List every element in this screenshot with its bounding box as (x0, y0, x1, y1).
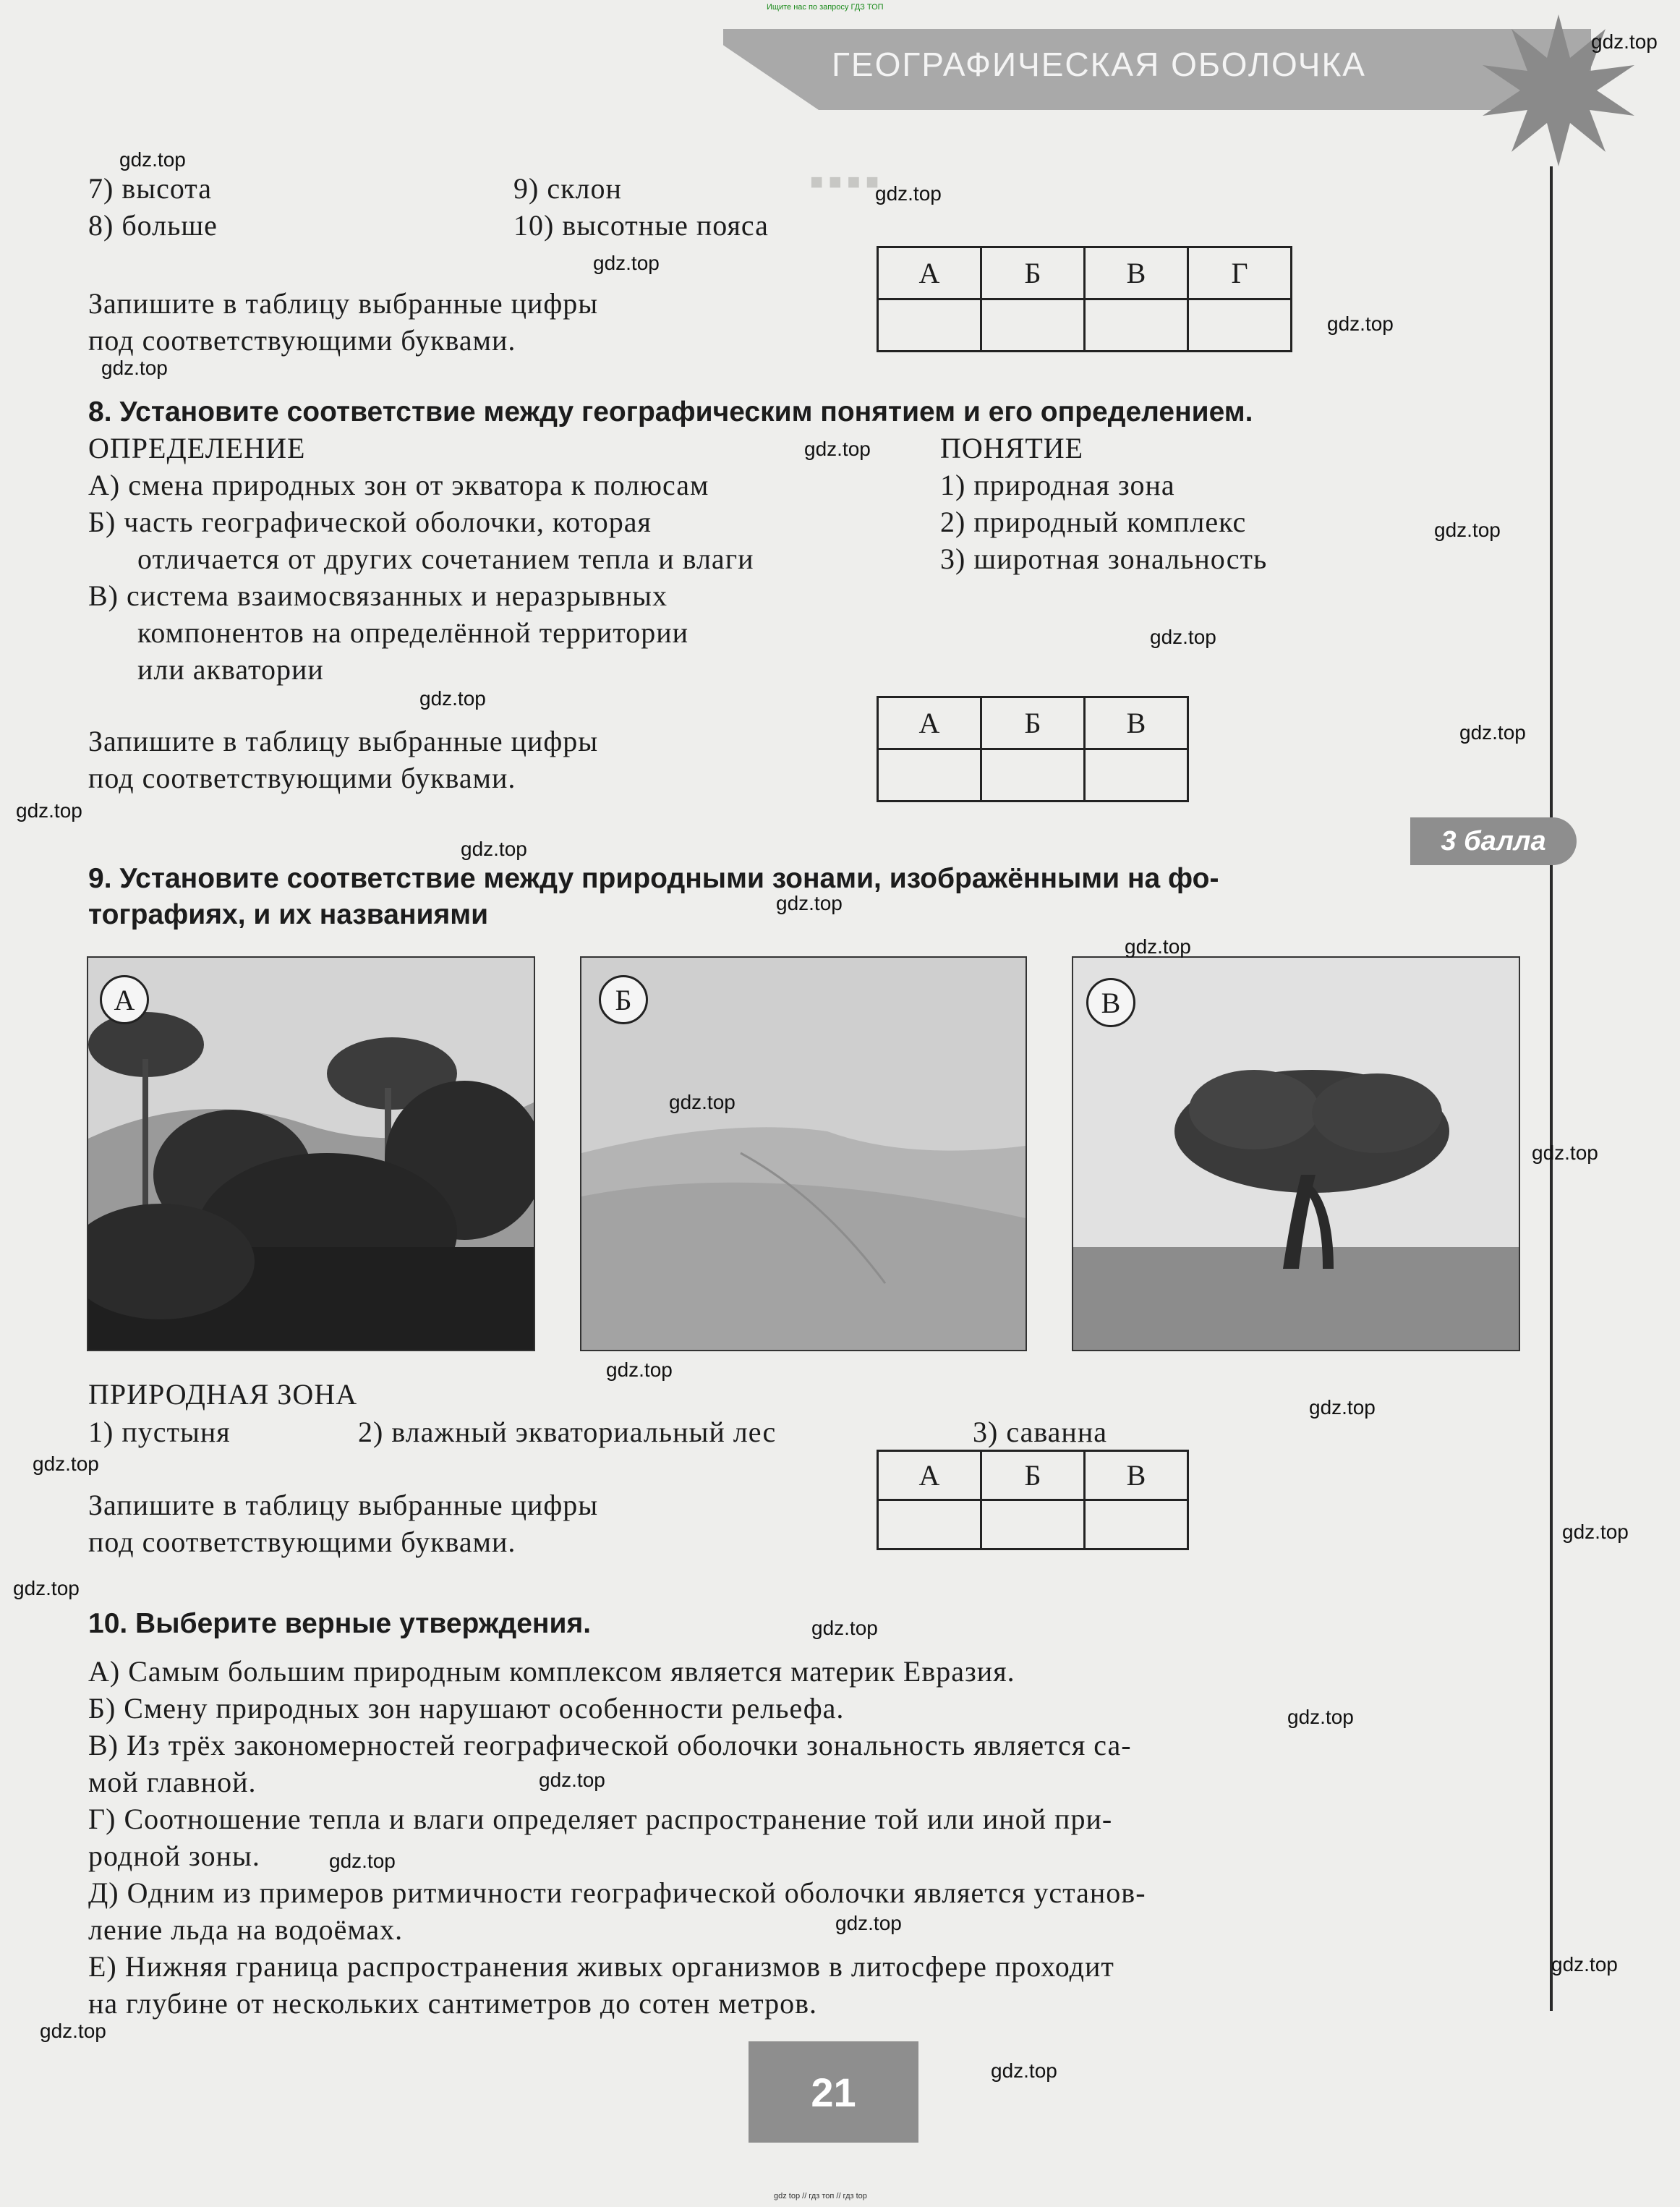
answer-cell[interactable] (1085, 749, 1188, 801)
q7-option: 10) высотные пояса (513, 209, 769, 242)
bleed-through: ■ ■ ■ ■ (810, 170, 879, 194)
q10-statement: родной зоны. (88, 1840, 260, 1872)
watermark: gdz.top (1287, 1706, 1354, 1728)
top-search-note: Ищите нас по запросу ГДЗ ТОП (767, 3, 884, 12)
q10-statement: Е) Нижняя граница распространения живых организмов в литосфере проходит (88, 1950, 1114, 1983)
watermark: gdz.top (1532, 1141, 1598, 1164)
q10-statement: Д) Одним из примеров ритмичности географической оболочки является установ- (88, 1876, 1146, 1909)
watermark: gdz.top (119, 148, 186, 171)
answer-cell[interactable] (878, 1500, 981, 1549)
watermark: gdz.top (669, 1091, 735, 1113)
q10-statement: на глубине от нескольких сантиметров до сотен метров. (88, 1987, 818, 2020)
q7-option: 8) больше (88, 209, 218, 242)
watermark: gdz.top (1591, 30, 1658, 53)
q8-definition: Б) часть географической оболочки, которая (88, 506, 652, 538)
q8-instruction: Запишите в таблицу выбранные цифры (88, 725, 599, 757)
watermark: gdz.top (593, 252, 660, 274)
answer-cell[interactable] (1085, 299, 1188, 352)
savanna-image (1073, 958, 1519, 1350)
q8-definition: или акватории (137, 653, 324, 686)
q7-option: 9) склон (513, 172, 622, 205)
watermark: gdz.top (16, 799, 82, 822)
photo-label-c: В (1086, 978, 1135, 1027)
q7-option: 7) высота (88, 172, 213, 205)
photo-label-b: Б (599, 975, 648, 1024)
table-header-cell: В (1085, 697, 1188, 749)
watermark: gdz.top (1434, 519, 1501, 541)
answer-cell[interactable] (878, 749, 981, 801)
q8-definition: В) система взаимосвязанных и неразрывных (88, 579, 668, 612)
q8-right-header: ПОНЯТИЕ (940, 432, 1084, 464)
q8-definition: А) смена природных зон от экватора к полюсам (88, 469, 709, 501)
table-header-cell: А (878, 247, 981, 299)
table-header-cell: А (878, 1451, 981, 1500)
q10-statement: В) Из трёх закономерностей географической оболочки зональность является са- (88, 1729, 1132, 1761)
answer-cell[interactable] (981, 749, 1085, 801)
q10-statement: мой главной. (88, 1766, 257, 1798)
watermark: gdz.top (1309, 1396, 1376, 1419)
watermark: gdz.top (835, 1912, 902, 1934)
page-number: 21 (749, 2041, 918, 2143)
q9-zone: 1) пустыня (88, 1416, 231, 1448)
q7-instruction: под соответствующими буквами. (88, 324, 516, 357)
watermark: gdz.top (101, 357, 168, 379)
answer-cell[interactable] (981, 299, 1085, 352)
q8-definition: компонентов на определённой территории (137, 616, 689, 649)
q9-title: 9. Установите соответствие между природными зонами, изображёнными на фо- (88, 863, 1219, 894)
q9-zone: 3) саванна (973, 1416, 1107, 1448)
watermark: gdz.top (1327, 312, 1394, 335)
margin-rule (1550, 166, 1553, 2011)
watermark: gdz.top (776, 892, 843, 914)
watermark: gdz.top (1551, 1953, 1618, 1976)
watermark: gdz.top (329, 1850, 396, 1872)
q8-left-header: ОПРЕДЕЛЕНИЕ (88, 432, 306, 464)
answer-cell[interactable] (1085, 1500, 1188, 1549)
watermark: gdz.top (461, 838, 527, 860)
table-header-cell: В (1085, 1451, 1188, 1500)
table-header-cell: Б (981, 247, 1085, 299)
q10-statement: А) Самым большим природным комплексом является материк Евразия. (88, 1655, 1015, 1688)
q7-answer-table (877, 246, 1292, 352)
q8-concept: 3) широтная зональность (940, 543, 1268, 575)
watermark: gdz.top (1562, 1521, 1629, 1543)
q8-answer-table (877, 696, 1189, 802)
table-header-cell: Г (1188, 247, 1292, 299)
table-header-cell: А (878, 697, 981, 749)
table-header-cell: Б (981, 1451, 1085, 1500)
watermark: gdz.top (40, 2020, 106, 2042)
table-header-cell: В (1085, 247, 1188, 299)
watermark: gdz.top (33, 1453, 99, 1475)
photo-desert (580, 956, 1027, 1351)
watermark: gdz.top (13, 1577, 80, 1599)
q10-statement: Г) Соотношение тепла и влаги определяет распространение той или иной при- (88, 1803, 1113, 1835)
answer-cell[interactable] (878, 299, 981, 352)
q8-definition: отличается от других сочетанием тепла и влаги (137, 543, 754, 575)
watermark: gdz.top (606, 1358, 673, 1381)
q10-statement: Б) Смену природных зон нарушают особенности рельефа. (88, 1692, 845, 1725)
watermark: gdz.top (1125, 935, 1191, 958)
q8-concept: 2) природный комплекс (940, 506, 1247, 538)
q7-instruction: Запишите в таблицу выбранные цифры (88, 287, 599, 320)
watermark: gdz.top (1150, 626, 1216, 648)
photo-label-a: А (100, 975, 149, 1024)
table-header-cell: Б (981, 697, 1085, 749)
watermark: gdz.top (811, 1617, 878, 1639)
q9-instruction: Запишите в таблицу выбранные цифры (88, 1489, 599, 1521)
rainforest-image (88, 958, 534, 1350)
q9-title: тографиях, и их названиями (88, 899, 489, 930)
q8-concept: 1) природная зона (940, 469, 1175, 501)
q8-instruction: под соответствующими буквами. (88, 762, 516, 794)
q9-zone: 2) влажный экваториальный лес (358, 1416, 777, 1448)
score-badge: 3 балла (1410, 817, 1577, 865)
bottom-note: gdz top // гдз топ // гдз top (774, 2192, 867, 2200)
watermark: gdz.top (539, 1769, 605, 1791)
q8-title: 8. Установите соответствие между географическим понятием и его определением. (88, 396, 1253, 428)
watermark: gdz.top (419, 687, 486, 710)
watermark: gdz.top (1459, 721, 1526, 744)
answer-cell[interactable] (981, 1500, 1085, 1549)
q10-statement: ление льда на водоёмах. (88, 1913, 404, 1946)
q10-title: 10. Выберите верные утверждения. (88, 1608, 592, 1639)
answer-cell[interactable] (1188, 299, 1292, 352)
desert-image (581, 958, 1026, 1350)
watermark: gdz.top (991, 2059, 1057, 2082)
q9-zone-header: ПРИРОДНАЯ ЗОНА (88, 1378, 358, 1411)
watermark: gdz.top (804, 438, 871, 460)
watermark: gdz.top (875, 182, 942, 205)
header-title: ГЕОГРАФИЧЕСКАЯ ОБОЛОЧКА (832, 46, 1366, 83)
photo-savanna (1072, 956, 1520, 1351)
q9-instruction: под соответствующими буквами. (88, 1526, 516, 1558)
photo-rainforest (87, 956, 535, 1351)
q9-answer-table (877, 1450, 1189, 1550)
